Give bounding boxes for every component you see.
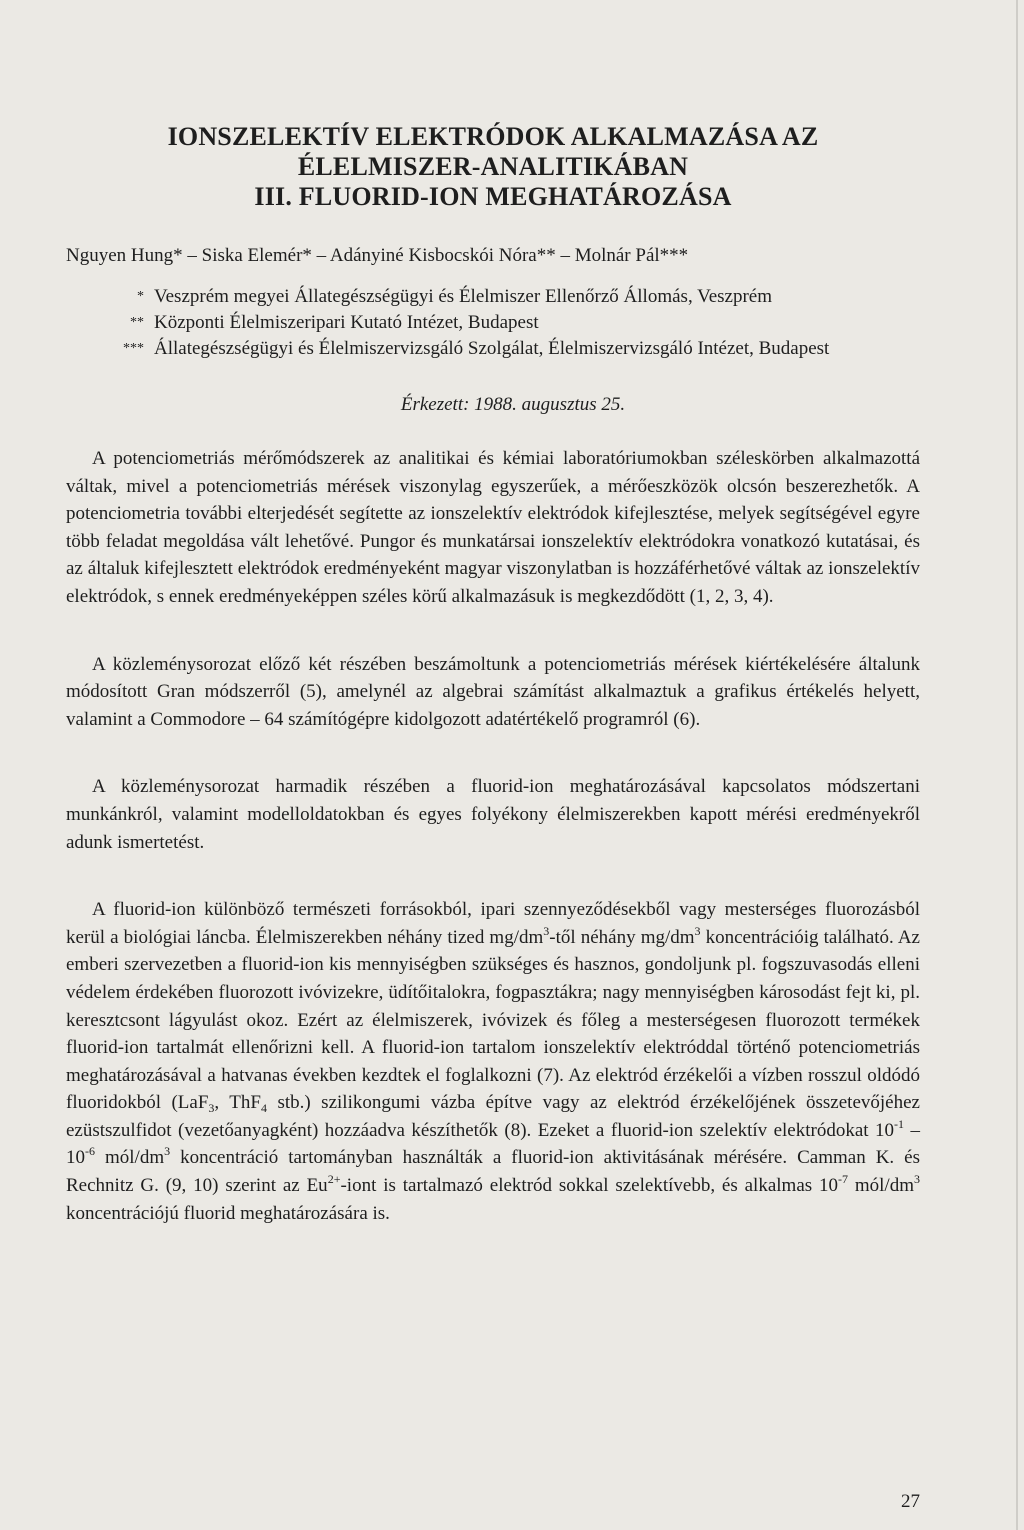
title-line-1: IONSZELEKTÍV ELEKTRÓDOK ALKALMAZÁSA AZ bbox=[167, 122, 819, 151]
paragraph-series: A közleménysorozat előző két részében beszámoltunk a potenciometriás mérések kiértékelésére általunk módosított Gran módszerről (5), amelynél az algebrai számítást alkalmaztuk a grafikus értékelés helyett, valamint a Commodore – 64 számítógépre kidolgozott adatértékelő programról (6). bbox=[66, 653, 920, 730]
affiliation-text: Központi Élelmiszeripari Kutató Intézet, Budapest bbox=[154, 312, 539, 333]
text-run: koncentráció tartományban használták a fluorid-ion aktivitásának mérésére. Camman K. és Rechnitz G. (9, 10) szerint az Eu bbox=[66, 1147, 920, 1197]
superscript: -1 bbox=[894, 1116, 905, 1131]
paragraph-intro: A potenciometriás mérőmódszerek az analitikai és kémiai laboratóriumokban széleskörben alkalmazottá váltak, mivel a potenciometriás mérések viszonylag egyszerűek, a mérőeszközök olcsón beszerezhetők. A potenciometria további elterjedését segítette az ionszelektív elektródok kifejlesztése, melyek segítségével egyre több feladat megoldása vált lehetővé. Pungor és munkatársai ionszelektív elektródokra vonatkozó kutatásai, és az általuk kifejlesztett elektródok eredményeként magyar viszonylatban is hozzáférhetővé váltak az ionszelektív elektródok, s ennek eredményeképpen széles körű alkalmazásuk is megkezdődött (1, 2, 3, 4). bbox=[66, 448, 920, 607]
affiliation-text: Állategészségügyi és Élelmiszervizsgáló Szolgálat, Élelmiszervizsgáló Intézet, Budapest bbox=[154, 338, 830, 359]
affiliation-text: Veszprém megyei Állategészségügyi és Élelmiszer Ellenőrző Állomás, Veszprém bbox=[154, 286, 773, 307]
text-run: -iont is tartalmazó elektród sokkal szelektívebb, és alkalmas 10 bbox=[340, 1175, 839, 1197]
text-run: A fluorid-ion különböző természeti forrásokból, ipari szennyeződésekből vagy mesterséges fluorozásból kerül a biológiai láncba. Élelmiszerekben néhány tized mg/dm bbox=[66, 899, 920, 948]
title-line-3: III. FLUORID-ION MEGHATÁROZÁSA bbox=[254, 182, 732, 211]
text-run: -től néhány mg/dm bbox=[549, 926, 695, 948]
received-date: Érkezett: 1988. augusztus 25. bbox=[400, 394, 626, 415]
paragraph-scope: A közleménysorozat harmadik részében a fluorid-ion meghatározásával kapcsolatos módszertani munkánkról, valamint modelloldatokban és egyes folyékony élelmiszerekben kapott mérési eredményekről adunk ismertetést. bbox=[66, 776, 920, 853]
superscript: -7 bbox=[838, 1172, 849, 1187]
text-run: koncentrációig található. Az emberi szervezetben a fluorid-ion kis mennyiségben szükséges és hasznos, gondoljunk pl. fogszuvasodás elleni védelem érdekében fluorozott ivóvizekre, üdítőitalokra, fogpasztákra; nagy mennyiségben károsodást fejt ki, pl. keresztcsont lágyulást okoz. Ezért az élelmiszerek, ivóvizek és főleg a mesterségesen fluorozott termékek fluorid-ion tartalmát ellenőrizni kell. A fluorid-ion tartalom ionszelektív elektróddal történő potenciometriás meghatározásával a hatvanas években kezdtek el foglalkozni (7). Az elektród érzékelői a vízben rosszul oldódó fluoridokból (LaF bbox=[66, 926, 920, 1114]
subscript: 4 bbox=[260, 1101, 267, 1116]
text-run: koncentrációjú fluorid meghatározására is. bbox=[66, 1202, 390, 1224]
article-content bbox=[66, 122, 920, 1227]
superscript: 3 bbox=[694, 923, 701, 938]
paragraph-fluoride bbox=[66, 896, 920, 1227]
superscript: 3 bbox=[914, 1172, 920, 1187]
subscript: 3 bbox=[208, 1101, 215, 1116]
text-run: stb.) szilikongumi vázba építve vagy az elektród érzékelőjének összetevőjéhez ezüstszulfidot (vezetőanyagként) hozzáadva készíthetők (8). Ezeket a fluorid-ion szelektív elektródokat 10 bbox=[66, 1092, 920, 1141]
text-run: mól/dm bbox=[95, 1147, 165, 1169]
superscript: 2+ bbox=[327, 1172, 341, 1187]
page-number: 27 bbox=[901, 1491, 920, 1512]
affiliation-mark: *** bbox=[123, 341, 144, 356]
affiliation-item bbox=[66, 336, 920, 361]
affiliation-item bbox=[66, 284, 920, 309]
text-run: mól/dm bbox=[848, 1175, 914, 1197]
page-edge bbox=[1016, 0, 1018, 1530]
affiliation-list bbox=[66, 284, 920, 361]
text-run: – 10 bbox=[66, 1119, 920, 1169]
article-title bbox=[66, 122, 920, 212]
affiliation-item bbox=[66, 310, 920, 335]
title-line-2: ÉLELMISZER-ANALITIKÁBAN bbox=[297, 152, 689, 181]
superscript: 3 bbox=[543, 923, 550, 938]
affiliation-mark: * bbox=[137, 289, 144, 304]
superscript: -6 bbox=[85, 1144, 95, 1159]
superscript: 3 bbox=[164, 1144, 171, 1159]
affiliation-mark: ** bbox=[130, 315, 144, 330]
author-list: Nguyen Hung* – Siska Elemér* – Adányiné Kisbocskói Nóra** – Molnár Pál*** bbox=[66, 245, 689, 266]
text-run: , ThF bbox=[214, 1092, 261, 1114]
